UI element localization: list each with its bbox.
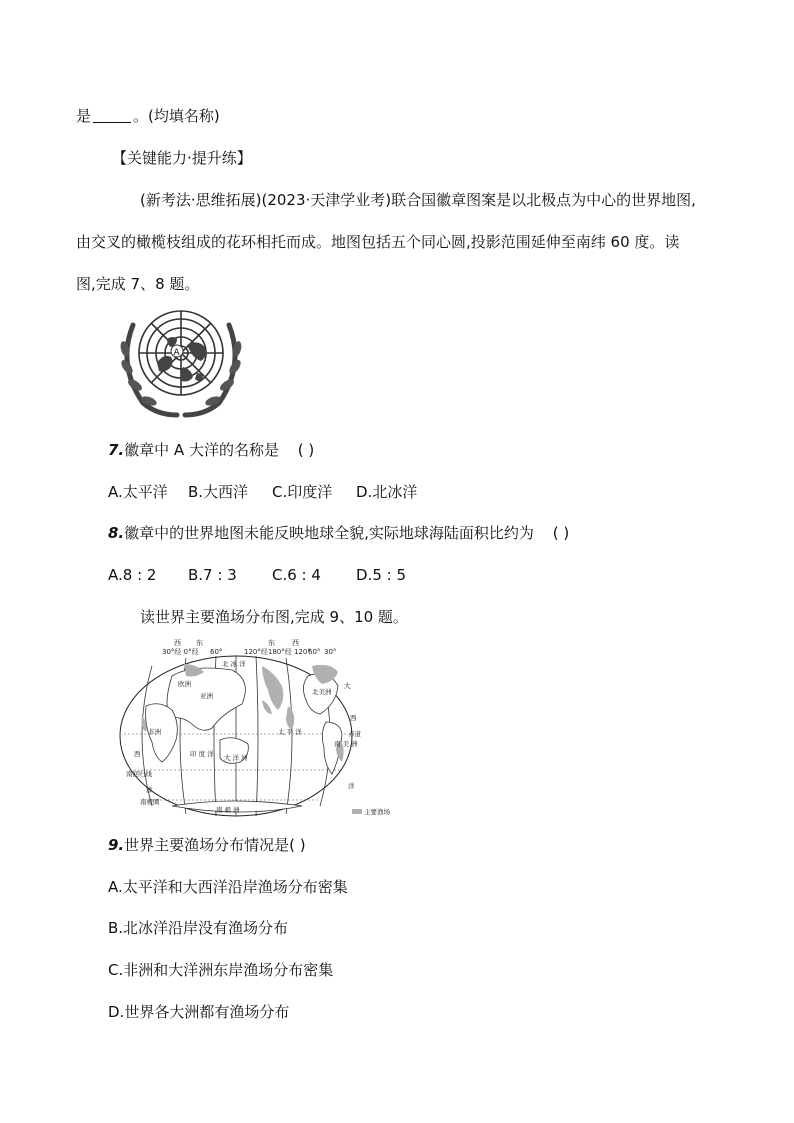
map-label-east: 东	[196, 639, 203, 647]
map-label-equator: 赤道	[348, 730, 361, 738]
map-label-atlantic-right2: 西	[350, 714, 357, 722]
passage2: 读世界主要渔场分布图,完成 9、10 题。	[140, 608, 408, 626]
q9-answer-paren: ( )	[289, 836, 306, 854]
map-label-arctic: 北 冰 洋	[222, 660, 246, 668]
intro-prefix: 是	[76, 107, 92, 125]
q7-number: 7.	[108, 441, 125, 459]
q9-stem: 世界主要渔场分布情况是	[124, 836, 290, 854]
q9-option-c[interactable]: C.非洲和大洋洲东岸渔场分布密集	[108, 961, 334, 979]
map-label-asia: 亚洲	[200, 692, 213, 700]
map-label-east2: 东	[268, 639, 275, 647]
passage1-line1: (新考法·思维拓展)(2023·天津学业考)联合国徽章图案是以北极点为中心的世界地图,	[140, 191, 696, 209]
q7-option-b[interactable]: B.大西洋	[188, 483, 249, 501]
legend-swatch	[352, 809, 362, 814]
section-title: 【关键能力·提升练】	[112, 149, 252, 167]
map-label-north-america: 北美洲	[312, 688, 332, 696]
passage1-line2: 由交叉的橄榄枝组成的花环相托而成。地图包括五个同心圆,投影范围延伸至南纬 60 度。读	[76, 233, 680, 251]
q8-option-a[interactable]: A.8 : 2	[108, 566, 157, 584]
intro-suffix: 。(均填名称)	[133, 107, 220, 125]
map-label-antarctica: 南 极 洲	[216, 806, 240, 814]
map-label-africa: 非洲	[148, 728, 161, 736]
map-lon-left: 30°经 0°经	[162, 648, 199, 656]
question-9	[108, 835, 306, 855]
q7-option-c[interactable]: C.印度洋	[272, 483, 333, 501]
legend-label: 主要渔场	[364, 808, 390, 816]
q8-number: 8.	[108, 524, 125, 542]
passage1-line3: 图,完成 7、8 题。	[76, 275, 200, 293]
question-8	[108, 523, 569, 543]
map-lon-right: 60°	[308, 648, 321, 656]
q8-option-c[interactable]: C.6 : 4	[272, 566, 321, 584]
un-emblem-image	[113, 305, 249, 421]
map-lon-30: 30°	[324, 648, 337, 656]
map-label-atlantic-left: 西	[134, 750, 141, 758]
question-7	[108, 440, 314, 460]
map-label-oceania: 大 洋 洲	[224, 754, 248, 762]
map-label-pacific: 太 平 洋	[278, 728, 302, 736]
map-label-atlantic-left2: 洋	[146, 786, 153, 794]
map-label-tropic-s: 南回归线	[126, 770, 152, 778]
map-label-europe: 欧洲	[178, 680, 191, 688]
map-label-atlantic-right3: 洋	[348, 782, 355, 790]
intro-line	[76, 106, 220, 126]
q9-option-b[interactable]: B.北冰洋沿岸没有渔场分布	[108, 919, 289, 937]
q8-option-b[interactable]: B.7 : 3	[188, 566, 237, 584]
q8-option-d[interactable]: D.5 : 5	[356, 566, 406, 584]
q9-option-d[interactable]: D.世界各大洲都有渔场分布	[108, 1003, 290, 1021]
q8-answer-paren: ( )	[552, 524, 570, 542]
q7-answer-paren: ( )	[297, 441, 315, 459]
map-label-antarctic-circle: 南极圈	[140, 798, 160, 806]
emblem-label-a: A	[173, 348, 180, 358]
q8-stem: 徽章中的世界地图未能反映地球全貌,实际地球海陆面积比约为	[124, 524, 534, 542]
map-label-west2: 西	[292, 639, 299, 647]
q7-option-a[interactable]: A.太平洋	[108, 483, 168, 501]
map-label-south-america: 南 美 洲	[334, 740, 358, 748]
q7-option-d[interactable]: D.北冰洋	[356, 483, 418, 501]
q7-stem: 徽章中 A 大洋的名称是	[124, 441, 279, 459]
q9-number: 9.	[108, 836, 125, 854]
answer-blank	[93, 108, 131, 123]
q9-option-a[interactable]: A.太平洋和大西洋沿岸渔场分布密集	[108, 878, 348, 896]
map-label-west: 西	[174, 639, 181, 647]
fishing-grounds-map	[112, 636, 398, 820]
map-lon-mid: 120°经180°经 120°	[244, 648, 311, 656]
map-label-atlantic-right: 大	[344, 682, 351, 690]
map-label-indian: 印 度 洋	[190, 750, 214, 758]
map-lon-60: 60°	[210, 648, 223, 656]
